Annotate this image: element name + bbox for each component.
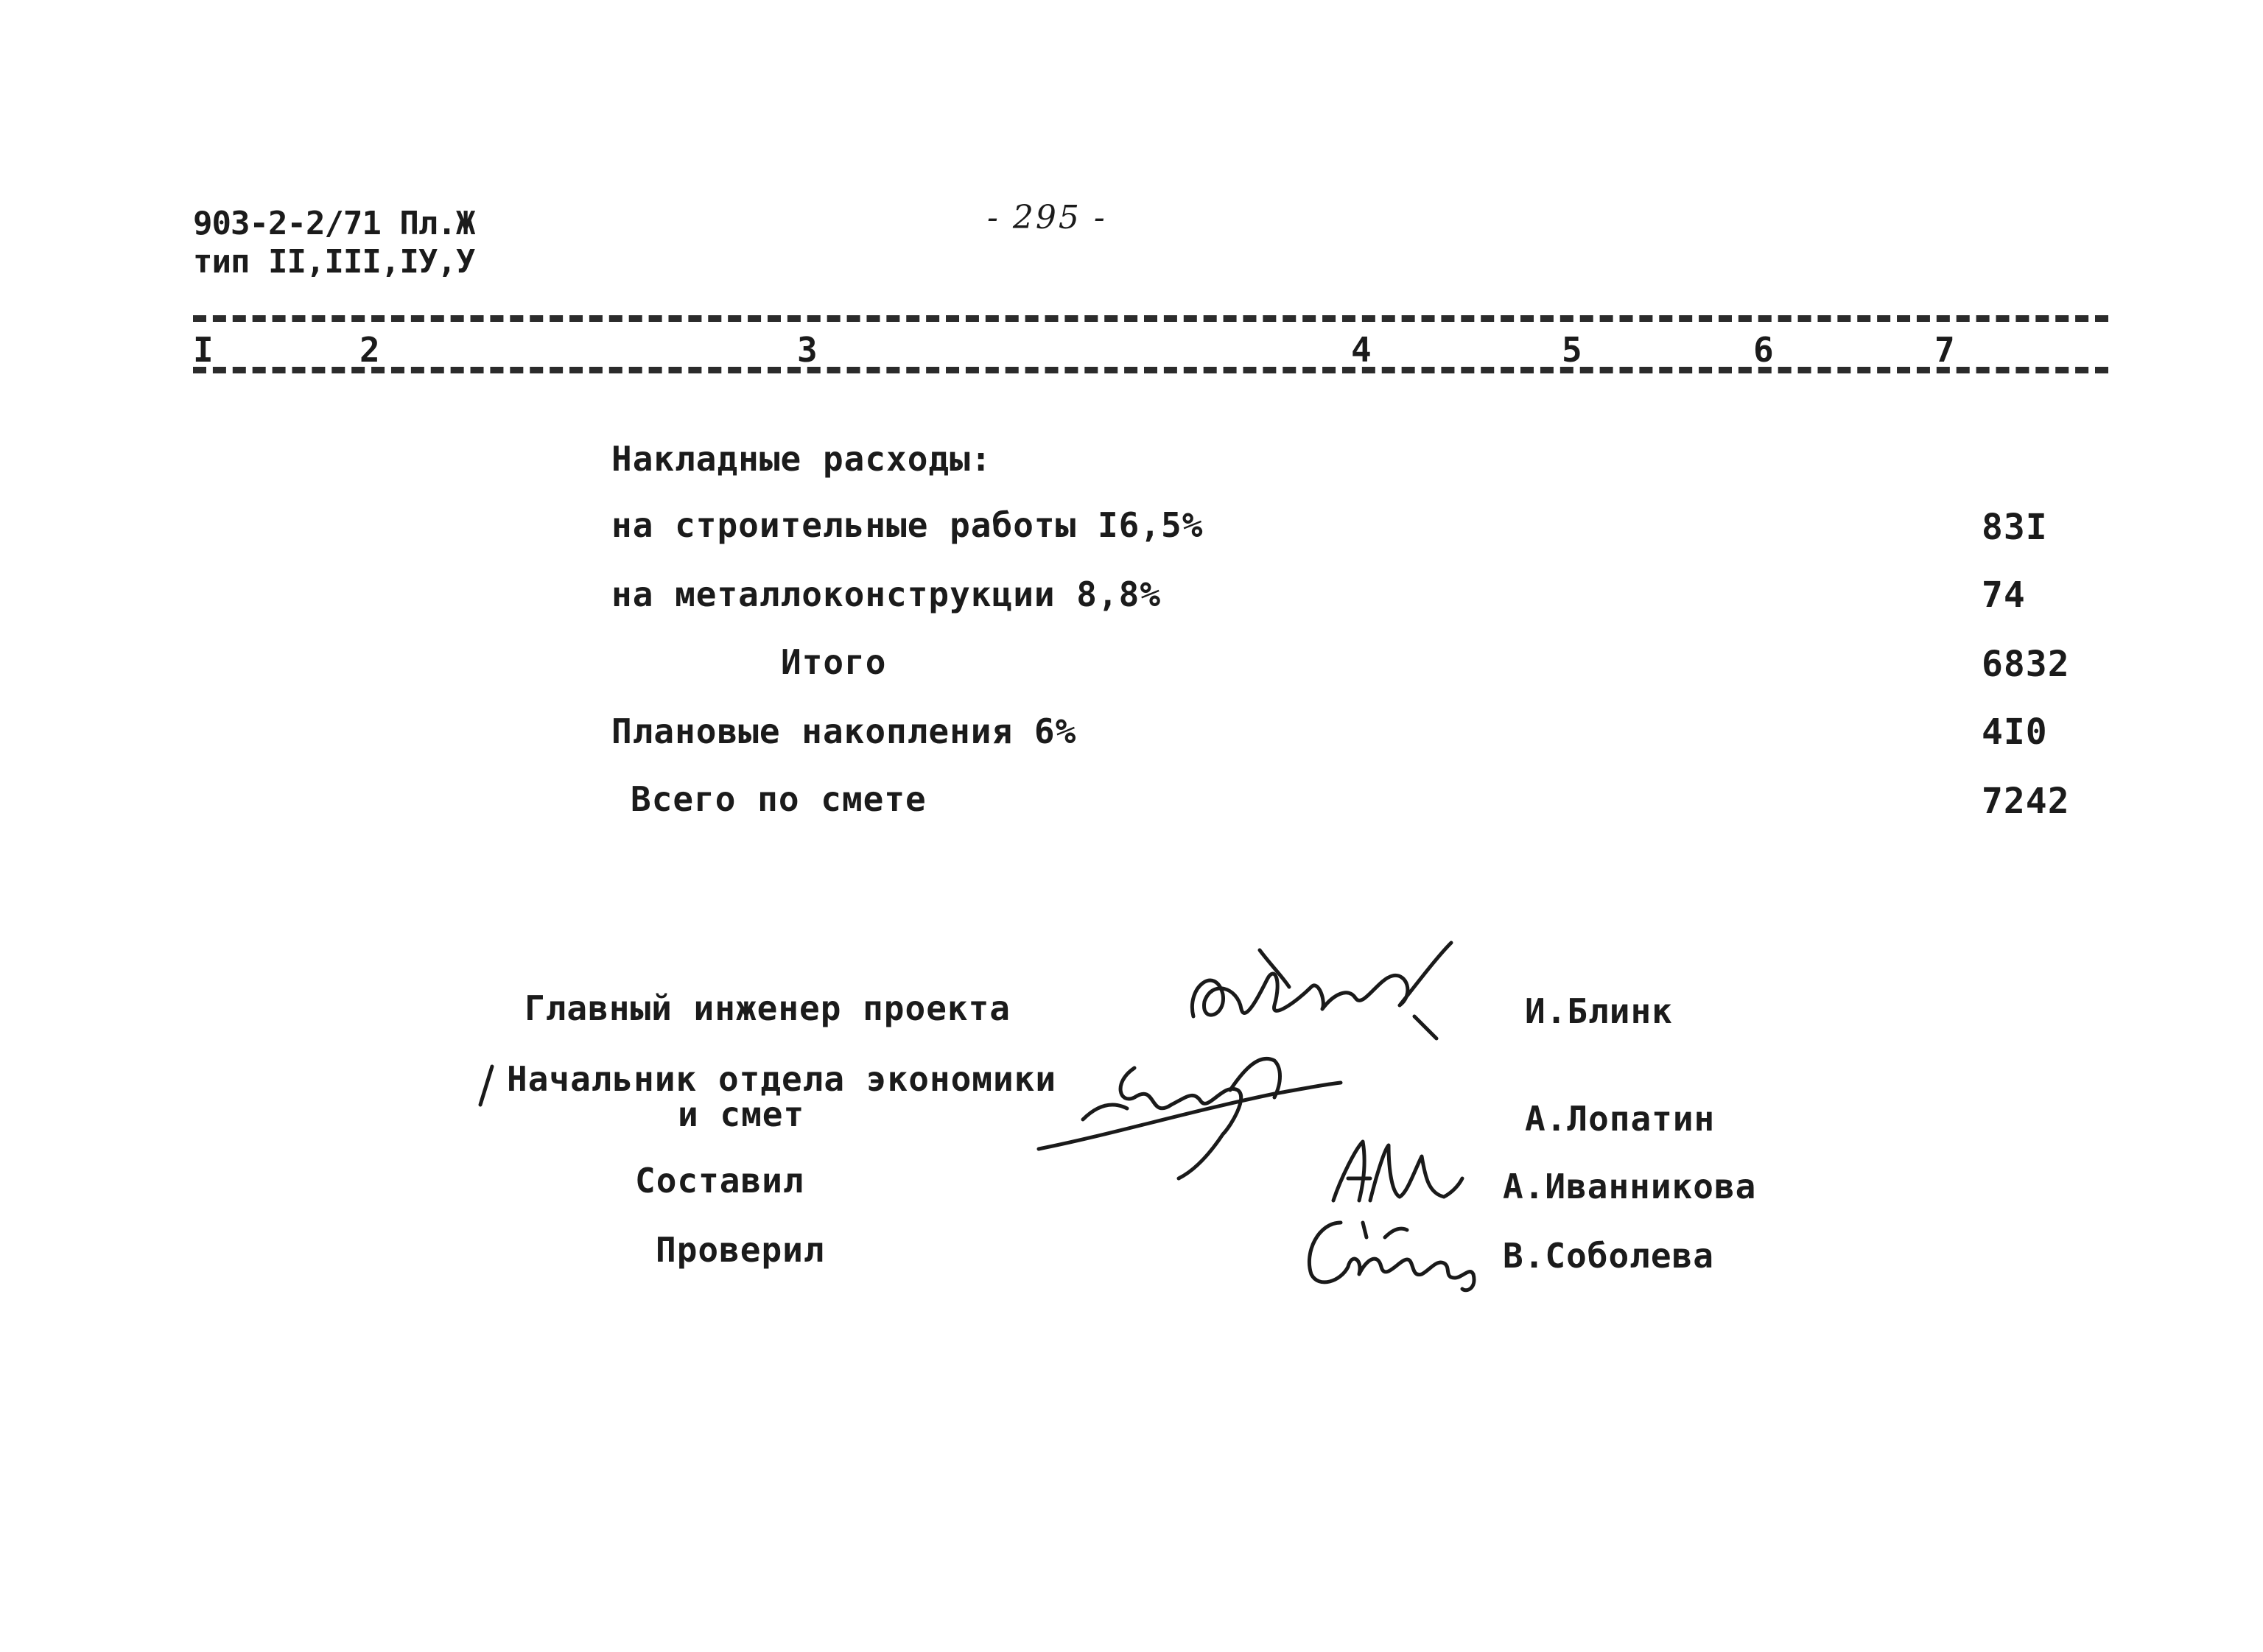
compiled-by-role: Составил xyxy=(635,1161,804,1201)
checked-by-role: Проверил xyxy=(656,1230,825,1270)
total-estimate-label: Всего по смете xyxy=(631,779,927,819)
column-number-1: I xyxy=(193,330,214,370)
compiled-by-signature xyxy=(1319,1134,1466,1215)
margin-tick-mark xyxy=(471,1061,501,1112)
column-number-2: 2 xyxy=(359,330,380,370)
column-number-6: 6 xyxy=(1753,330,1774,370)
metalwork-overhead-label: на металлоконструкции 8,8% xyxy=(611,574,1162,614)
overhead-heading: Накладные расходы: xyxy=(611,439,992,479)
column-number-7: 7 xyxy=(1934,330,1955,370)
subtotal-value: 6832 xyxy=(1982,644,2070,685)
column-number-3: 3 xyxy=(797,330,818,370)
total-estimate-value: 7242 xyxy=(1982,781,2070,822)
head-economics-name: А.Лопатин xyxy=(1525,1099,1716,1139)
page-number: - 295 - xyxy=(987,199,1107,236)
chief-engineer-role: Главный инженер проекта xyxy=(524,988,1011,1028)
document-code: 903-2-2/71 Пл.Ж xyxy=(193,205,475,242)
column-number-4: 4 xyxy=(1351,330,1372,370)
column-header-bottom-rule xyxy=(193,367,2108,373)
head-economics-role-line2: и смет xyxy=(678,1094,805,1134)
planned-savings-label: Плановые накопления 6% xyxy=(611,711,1077,751)
construction-overhead-value: 83I xyxy=(1982,507,2048,548)
subtotal-label: Итого xyxy=(781,642,887,682)
column-number-5: 5 xyxy=(1562,330,1582,370)
head-economics-signature xyxy=(1039,1038,1348,1186)
checked-by-signature xyxy=(1297,1208,1481,1296)
compiled-by-name: А.Иванникова xyxy=(1503,1167,1757,1206)
chief-engineer-signature xyxy=(1171,935,1466,1053)
construction-overhead-label: на строительные работы I6,5% xyxy=(611,505,1204,545)
planned-savings-value: 4I0 xyxy=(1982,711,2048,753)
document-type: тип II,III,IУ,У xyxy=(193,243,475,281)
column-header-top-rule xyxy=(193,315,2108,322)
metalwork-overhead-value: 74 xyxy=(1982,574,2026,616)
checked-by-name: В.Соболева xyxy=(1503,1236,1714,1276)
chief-engineer-name: И.Блинк xyxy=(1525,991,1673,1031)
head-economics-role-line1: Начальник отдела экономики xyxy=(507,1059,1057,1099)
